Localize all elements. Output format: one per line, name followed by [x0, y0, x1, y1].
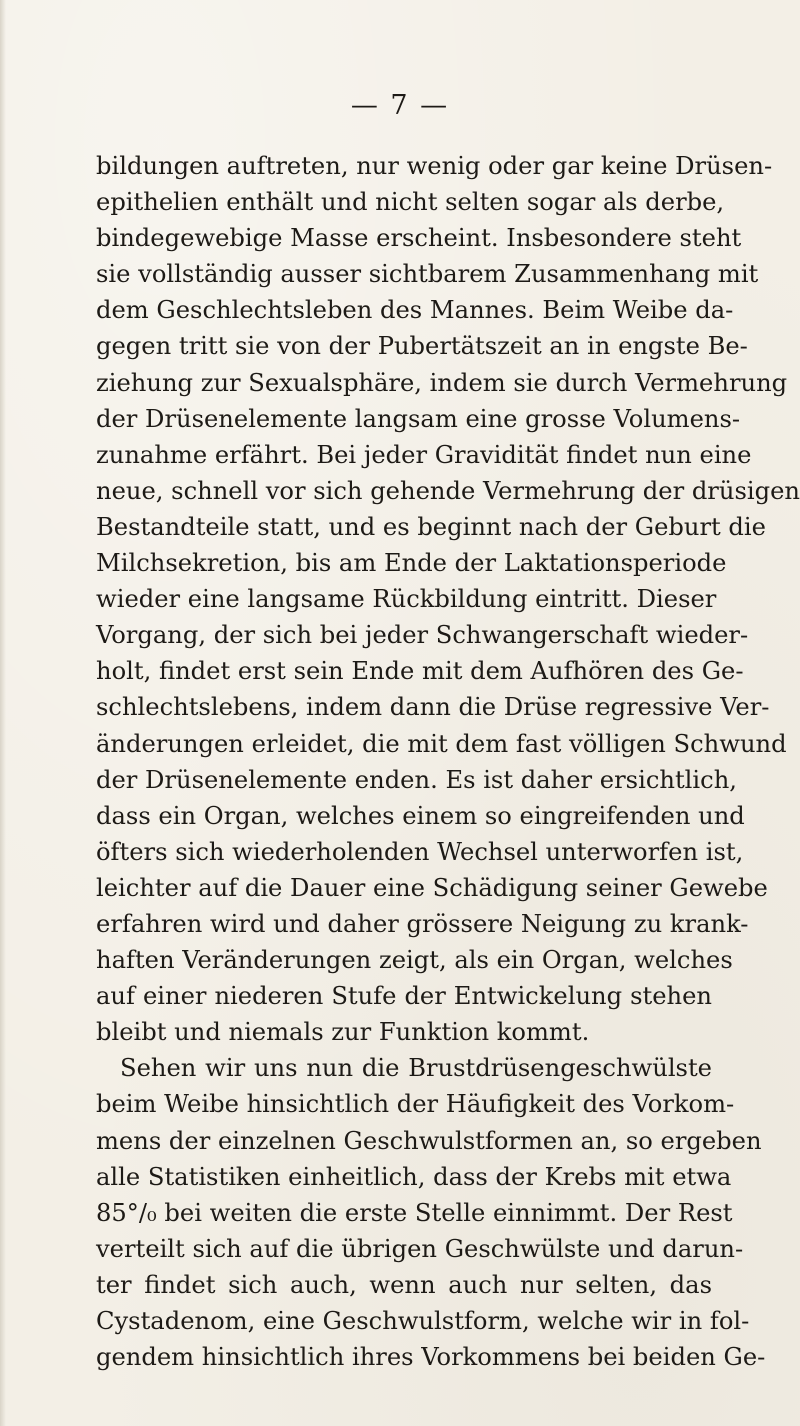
text-line: beim Weibe hinsichtlich der Häufigkeit des Vorkom-	[96, 1090, 735, 1119]
text-line: 85°/₀ bei weiten die erste Stelle einnimmt. Der Rest	[96, 1198, 733, 1227]
paragraph-end-line: bleibt und niemals zur Funktion kommt.	[96, 1018, 590, 1047]
text-line: Bestandteile statt, und es beginnt nach der Geburt die	[96, 512, 766, 541]
text-line: öfters sich wiederholenden Wechsel unterworfen ist,	[96, 837, 744, 866]
paragraph-start-line: Sehen wir uns nun die Brustdrüsengeschwülste	[120, 1054, 712, 1083]
text-line: haften Veränderungen zeigt, als ein Organ, welches	[96, 946, 733, 975]
text-line: ter findet sich auch, wenn auch nur selten, das	[96, 1270, 712, 1299]
body-text	[96, 148, 800, 1375]
text-line: zunahme erfährt. Bei jeder Gravidität findet nun eine	[96, 440, 752, 469]
text-line: bindegewebige Masse erscheint. Insbesondere steht	[96, 224, 742, 253]
text-line: Cystadenom, eine Geschwulstform, welche wir in fol-	[96, 1307, 750, 1335]
text-line: mens der einzelnen Geschwulstformen an, so ergeben	[96, 1126, 762, 1155]
text-line: Milchsekretion, bis am Ende der Laktationsperiode	[96, 549, 727, 578]
text-line: dass ein Organ, welches einem so eingreifenden und	[96, 801, 745, 830]
text-line: der Drüsenelemente langsam eine grosse Volumens-	[96, 404, 741, 433]
page-edge-shadow	[0, 0, 6, 1426]
text-line: gegen tritt sie von der Pubertätszeit an in engste Be-	[96, 332, 748, 361]
text-line: neue, schnell vor sich gehende Vermehrung der drüsigen	[96, 476, 800, 505]
text-line: leichter auf die Dauer eine Schädigung seiner Gewebe	[96, 873, 768, 902]
page-number: — 7 —	[350, 90, 450, 121]
text-line: holt, findet erst sein Ende mit dem Aufhören des Ge-	[96, 657, 744, 686]
text-line: dem Geschlechtsleben des Mannes. Beim Weibe da-	[96, 296, 734, 325]
text-line: alle Statistiken einheitlich, dass der Krebs mit etwa	[96, 1162, 732, 1191]
text-line: epithelien enthält und nicht selten sogar als derbe,	[96, 188, 725, 217]
text-line: bildungen auftreten, nur wenig oder gar keine Drüsen-	[96, 152, 773, 180]
text-line: änderungen erleidet, die mit dem fast völligen Schwund	[96, 729, 787, 758]
text-line: ziehung zur Sexualsphäre, indem sie durch Vermehrung	[96, 368, 788, 397]
text-line: wieder eine langsame Rückbildung eintritt. Dieser	[96, 585, 717, 614]
text-line: gendem hinsichtlich ihres Vorkommens bei beiden Ge-	[96, 1343, 766, 1372]
text-line: verteilt sich auf die übrigen Geschwülste und darun-	[96, 1234, 744, 1263]
text-line: sie vollständig ausser sichtbarem Zusammenhang mit	[96, 260, 759, 289]
text-line: erfahren wird und daher grössere Neigung zu krank-	[96, 909, 749, 938]
text-line: Vorgang, der sich bei jeder Schwangerschaft wieder-	[96, 621, 749, 650]
text-line: schlechtslebens, indem dann die Drüse regressive Ver-	[96, 693, 770, 722]
text-line: auf einer niederen Stufe der Entwickelung stehen	[96, 982, 712, 1011]
text-line: der Drüsenelemente enden. Es ist daher ersichtlich,	[96, 765, 737, 794]
